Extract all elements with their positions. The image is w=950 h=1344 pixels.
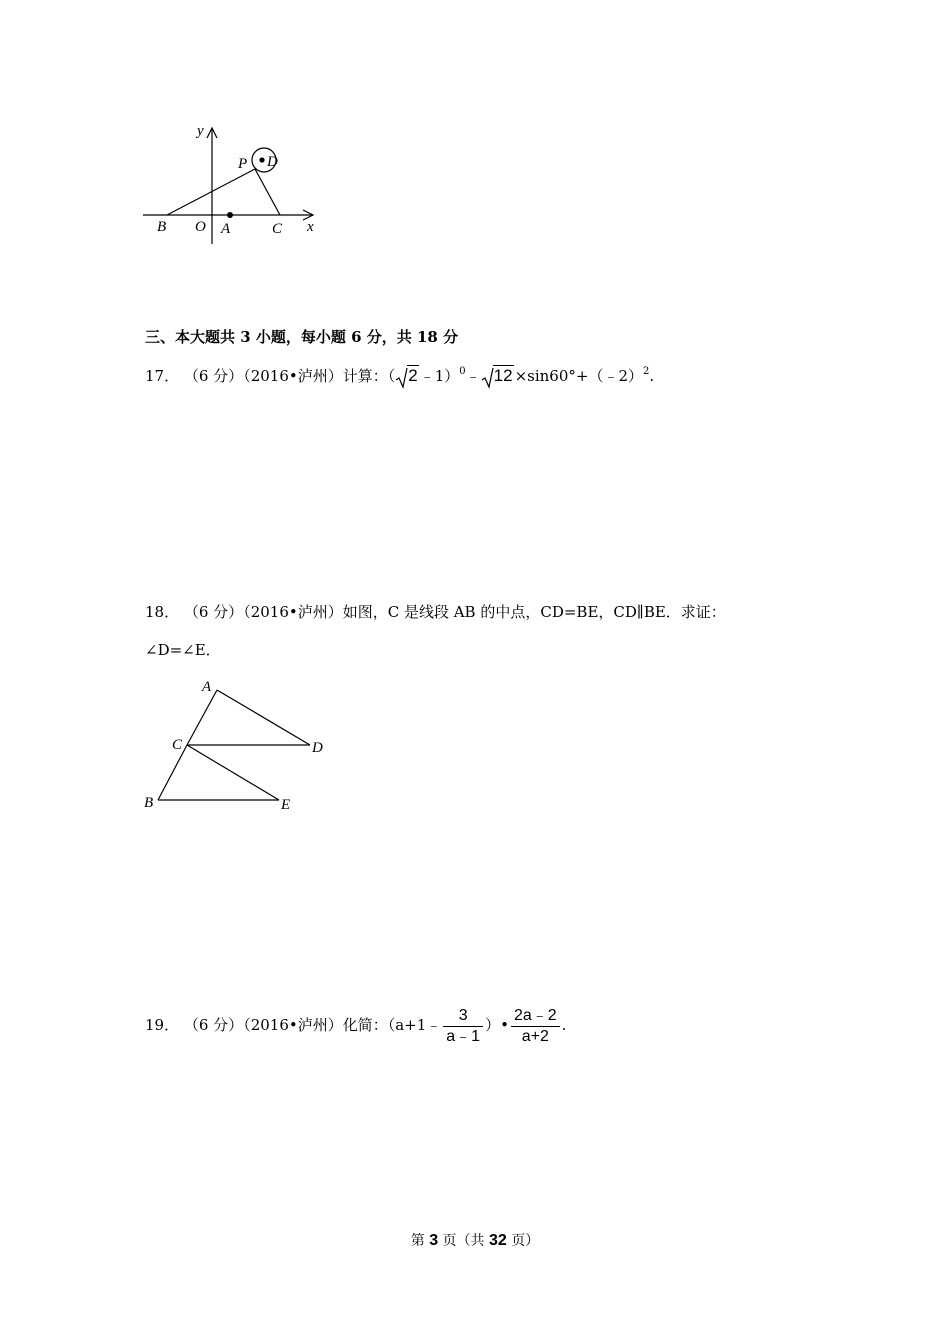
footer-page-number: 3 [429,1232,439,1249]
segment-ad [217,690,310,745]
problem-19-source: （2016•泸州）化简： [243,1016,388,1034]
footer-suffix: 页） [511,1233,540,1249]
problem-17-source: （2016•泸州）计算： [243,367,388,385]
label-p: P [238,156,248,172]
problem-17-minus-one: ﹣1） [419,367,460,385]
label-b2: B [144,795,154,811]
problem-17 [145,361,654,387]
problem-19-end: . [561,1016,567,1034]
problem-19-points: （6 分） [183,1016,244,1034]
problem-17-number: 17． [145,367,180,385]
fraction-1 [443,1006,483,1047]
problem-17-exp0: 0 [459,366,466,377]
problem-18-points: （6 分） [183,603,244,621]
problem-17-end: . [649,367,655,385]
label-y: y [197,123,204,139]
segment-ce [187,745,279,800]
problem-18-number: 18． [145,603,180,621]
footer-prefix: 第 [410,1233,425,1249]
label-c: C [272,221,283,237]
fraction-2 [511,1006,560,1047]
segment-bp [167,169,255,215]
footer-total-pages: 32 [489,1232,507,1249]
label-o: O [195,219,206,235]
footer-mid: 页（共 [442,1233,485,1249]
segment-pc [255,169,280,215]
point-a [227,212,233,218]
label-a: A [221,221,231,237]
page-footer [0,1230,950,1250]
problem-19-open: （a+1﹣ [387,1016,442,1034]
label-a2: A [202,679,212,695]
sqrt-12-radicand: 12 [493,366,513,385]
label-b: B [157,219,167,235]
label-c2: C [172,737,183,753]
figure-coordinate-diagram [135,118,335,248]
problem-17-rest: ×sin60°+（﹣2） [514,367,643,385]
sqrt-2 [395,365,418,387]
fraction-1-denominator: a﹣1 [446,1027,481,1045]
problem-19-mid: ）• [485,1016,509,1034]
figure-triangles [138,676,338,816]
label-d2: D [312,740,323,756]
section-heading: 三、本大题共 3 小题，每小题 6 分，共 18 分 [145,328,459,346]
fraction-1-numerator: 3 [443,1006,483,1027]
problem-18 [145,601,726,623]
point-d [259,157,264,162]
segment-cb [158,745,187,800]
problem-18-line2: ∠D=∠E． [145,641,221,659]
problem-17-minus: ﹣ [465,367,481,385]
fraction-2-numerator: 2a﹣2 [511,1006,560,1027]
label-d: D [267,154,278,170]
problem-18-text: （2016•泸州）如图，C 是线段 AB 的中点，CD=BE，CD∥BE．求证： [243,603,726,621]
problem-19-number: 19． [145,1016,180,1034]
sqrt-12 [481,365,514,387]
problem-17-exp2: 2 [643,366,650,377]
sqrt-2-radicand: 2 [408,366,418,385]
fraction-2-denominator: a+2 [521,1027,549,1045]
label-x: x [307,219,314,235]
problem-17-open: （ [387,367,396,385]
problem-17-points: （6 分） [183,367,244,385]
problem-19 [145,1003,566,1047]
segment-ac [187,690,217,745]
label-e2: E [281,797,291,813]
